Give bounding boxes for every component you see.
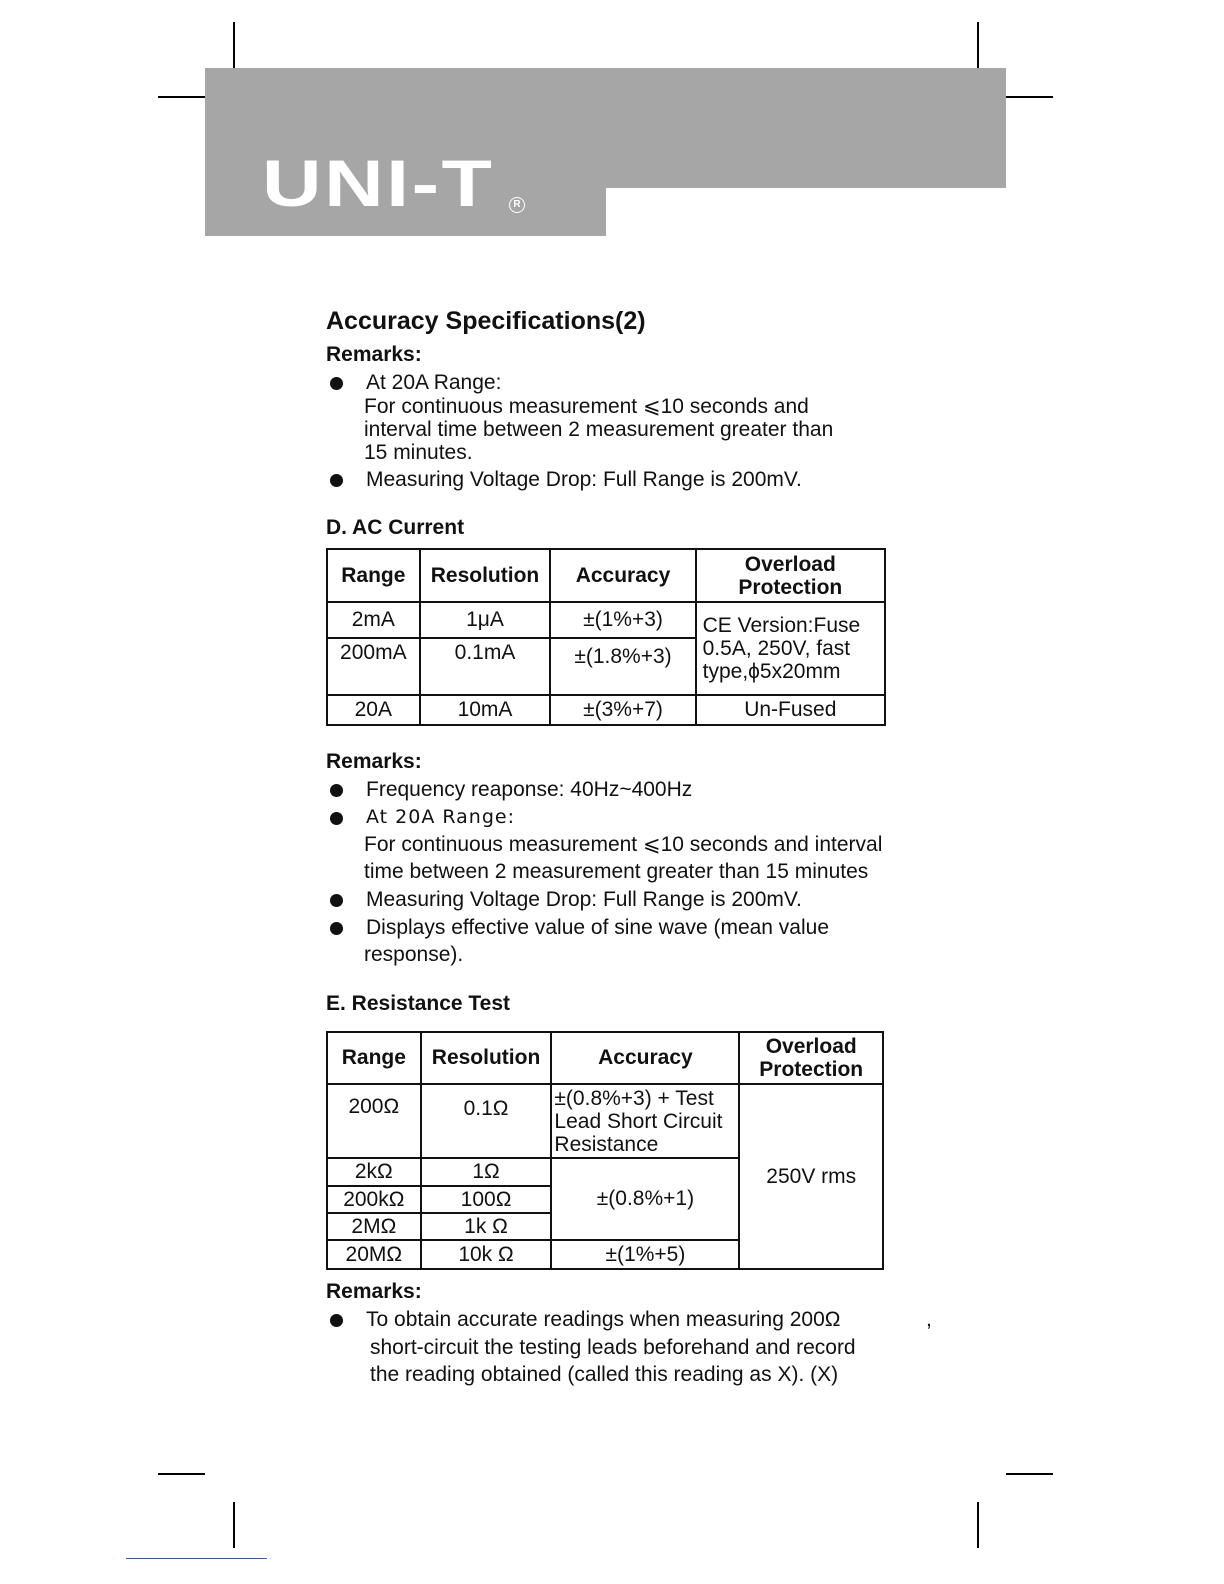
table-cell: 20A: [327, 695, 420, 725]
section-heading-ac-current: D. AC Current: [326, 516, 465, 539]
table-cell: 0.1Ω: [421, 1084, 552, 1158]
section-heading-resistance: E. Resistance Test: [326, 992, 511, 1015]
cell-line: Resistance: [554, 1132, 659, 1156]
column-header: Overload Protection: [696, 549, 885, 602]
crop-mark: [977, 22, 979, 68]
resistance-table: [326, 1031, 884, 1270]
ac-current-table: [326, 548, 886, 726]
remarks-heading: Remarks:: [326, 1280, 422, 1303]
column-header: Resolution: [420, 549, 551, 602]
table-cell: 2kΩ: [327, 1158, 421, 1186]
table-cell: 1k Ω: [421, 1213, 552, 1240]
remark-text: Measuring Voltage Drop: Full Range is 200mV.: [366, 468, 802, 491]
footer-underline: [126, 1558, 267, 1559]
table-cell: Un-Fused: [696, 695, 885, 725]
crop-mark: [233, 22, 235, 68]
brand-logo: UNI-T: [262, 146, 495, 220]
remark-subtext: For continuous measurement ⩽10 seconds and: [364, 395, 809, 418]
bullet-icon: [330, 812, 343, 825]
remark-subtext: time between 2 measurement greater than 15 minutes: [364, 860, 869, 883]
table-cell: 100Ω: [421, 1186, 552, 1213]
table-cell: ±(3%+7): [550, 695, 695, 725]
crop-mark: [1006, 96, 1053, 98]
table-cell-protection: [696, 602, 885, 695]
crop-mark: [1006, 1473, 1053, 1475]
cell-line: CE Version:Fuse: [702, 614, 861, 637]
remark-text: To obtain accurate readings when measuring 200Ω: [366, 1308, 841, 1331]
table-cell: 10k Ω: [421, 1240, 552, 1269]
cell-line: Protection: [759, 1058, 864, 1081]
table-cell: 20MΩ: [327, 1240, 421, 1269]
table-row: [327, 1084, 883, 1158]
crop-mark: [233, 1502, 235, 1548]
remark-text: At 20A Range:: [366, 806, 515, 828]
table-cell-protection: 250V rms: [739, 1084, 883, 1269]
bullet-icon: [330, 377, 343, 390]
table-row: [327, 695, 885, 725]
table-cell: 1Ω: [421, 1158, 552, 1186]
table-cell: ±(1%+3): [550, 602, 695, 638]
remarks-heading: Remarks:: [326, 343, 422, 366]
remark-text: Displays effective value of sine wave (mean value: [366, 916, 830, 939]
column-header: Range: [327, 549, 420, 602]
crop-mark: [158, 96, 205, 98]
crop-mark: [158, 1473, 205, 1475]
registered-mark: R: [509, 197, 525, 213]
bullet-icon: [330, 1314, 343, 1327]
remark-subtext: interval time between 2 measurement greater than: [364, 418, 834, 441]
table-row: [327, 602, 885, 638]
remark-subtext: response).: [364, 943, 464, 966]
table-cell: 200Ω: [327, 1084, 421, 1158]
remark-text: Measuring Voltage Drop: Full Range is 200mV.: [366, 888, 802, 911]
table-cell: [551, 1084, 739, 1158]
cell-line: type,ϕ5x20mm: [702, 660, 841, 683]
remark-subtext: short-circuit the testing leads beforehand and record: [370, 1336, 856, 1359]
crop-mark: [977, 1502, 979, 1548]
cell-line: 0.5A, 250V, fast: [702, 637, 851, 660]
remark-subtext: For continuous measurement ⩽10 seconds and interval: [364, 833, 883, 856]
remark-subtext: the reading obtained (called this reading as X). (X): [370, 1363, 839, 1386]
column-header: Accuracy: [550, 549, 695, 602]
table-cell: 1μA: [420, 602, 551, 638]
table-header-row: [327, 1032, 883, 1084]
table-cell: 2MΩ: [327, 1213, 421, 1240]
page-title: Accuracy Specifications(2): [326, 307, 646, 335]
bullet-icon: [330, 922, 343, 935]
remark-text: At 20A Range:: [366, 371, 502, 394]
bullet-icon: [330, 784, 343, 797]
remark-text: Frequency reaponse: 40Hz~400Hz: [366, 778, 693, 801]
cell-line: Lead Short Circuit: [554, 1109, 723, 1133]
cell-line: ±(0.8%+3) + Test: [554, 1086, 714, 1110]
cell-line: Overload: [765, 1035, 857, 1058]
column-header: Resolution: [421, 1032, 552, 1084]
table-cell: 200kΩ: [327, 1186, 421, 1213]
column-header: [739, 1032, 883, 1084]
column-header: Range: [327, 1032, 421, 1084]
bullet-icon: [330, 474, 343, 487]
bullet-icon: [330, 894, 343, 907]
table-cell: 0.1mA: [420, 638, 551, 695]
table-cell: ±(1.8%+3): [550, 638, 695, 695]
table-cell: ±(1%+5): [551, 1240, 739, 1269]
table-cell: 10mA: [420, 695, 551, 725]
stray-comma: ,: [926, 1308, 932, 1331]
table-cell: 200mA: [327, 638, 420, 695]
table-cell: 2mA: [327, 602, 420, 638]
table-cell: ±(0.8%+1): [551, 1158, 739, 1240]
remark-subtext: 15 minutes.: [364, 441, 473, 464]
remarks-heading: Remarks:: [326, 750, 422, 773]
table-header-row: [327, 549, 885, 602]
column-header: Accuracy: [551, 1032, 739, 1084]
